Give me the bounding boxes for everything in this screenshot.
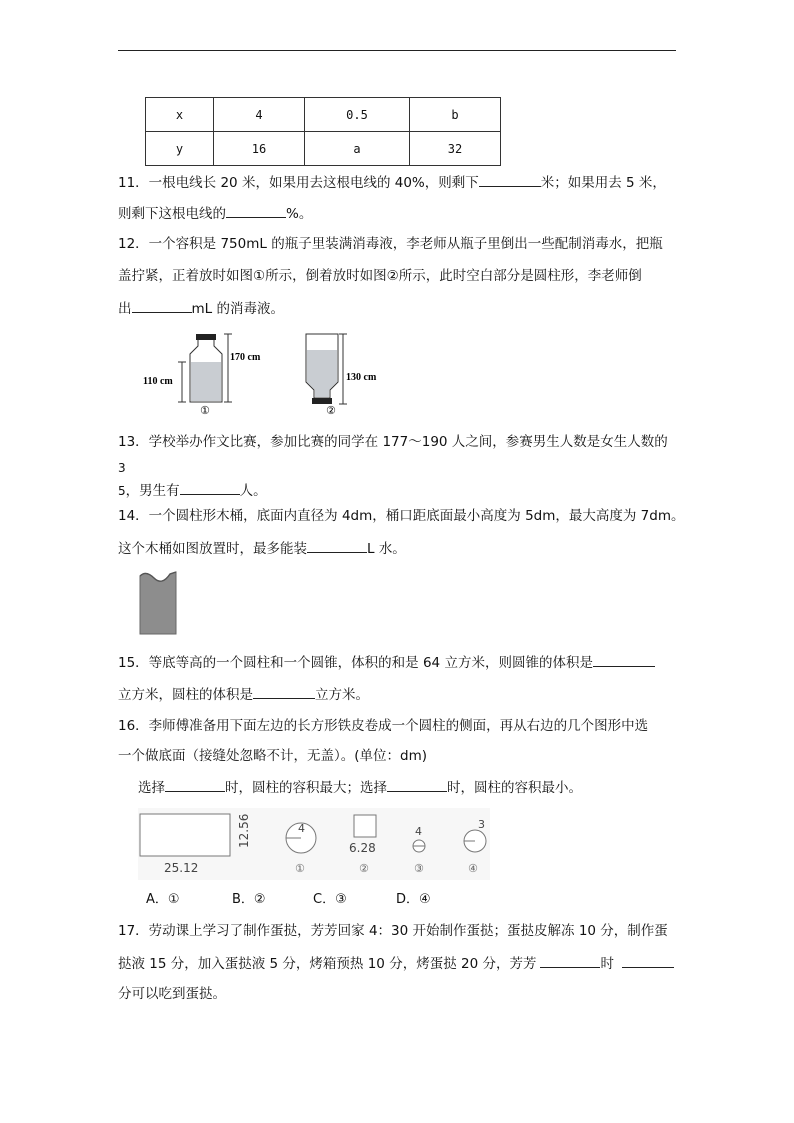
answer-blank[interactable] bbox=[307, 538, 367, 553]
fraction-numerator: 3 bbox=[118, 461, 126, 475]
table-cell: a bbox=[305, 132, 410, 166]
figure-number: ② bbox=[359, 862, 369, 875]
table-cell: y bbox=[146, 132, 214, 166]
table-cell: 16 bbox=[214, 132, 305, 166]
figure-number: ② bbox=[326, 404, 336, 417]
q17-line1: 17．劳动课上学习了制作蛋挞，芳芳回家 4：30 开始制作蛋挞；蛋挞皮解冻 10 分，制作蛋 bbox=[118, 923, 668, 939]
q11-text: %。 bbox=[286, 206, 313, 222]
q11-line1 bbox=[118, 172, 666, 193]
table-cell: 0.5 bbox=[305, 98, 410, 132]
answer-blank[interactable] bbox=[387, 777, 447, 792]
q13-line2 bbox=[118, 480, 267, 501]
q15-text: 立方米。 bbox=[315, 687, 369, 703]
rect-width-label: 25.12 bbox=[164, 861, 199, 875]
q17-line3: 分可以吃到蛋挞。 bbox=[118, 986, 226, 1002]
figure-number: ① bbox=[295, 862, 305, 875]
q15-line2 bbox=[118, 684, 369, 705]
answer-blank[interactable] bbox=[622, 953, 674, 968]
q16-line3 bbox=[138, 777, 582, 798]
answer-blank[interactable] bbox=[165, 777, 225, 792]
q16-text: 时，圆柱的容积最小。 bbox=[447, 780, 582, 796]
table-cell: b bbox=[410, 98, 501, 132]
figure-number: ③ bbox=[414, 862, 424, 875]
option-d[interactable]: D．④ bbox=[396, 892, 431, 907]
q11-text: 11．一根电线长 20 米，如果用去这根电线的 40%，则剩下 bbox=[118, 175, 479, 191]
option-a[interactable]: A．① bbox=[146, 892, 180, 907]
circle3-label: 4 bbox=[415, 825, 422, 838]
q14-line2 bbox=[118, 538, 406, 559]
answer-blank[interactable] bbox=[132, 298, 192, 313]
figure-number: ① bbox=[200, 404, 210, 417]
q17-text: 挞液 15 分，加入蛋挞液 5 分，烤箱预热 10 分，烤蛋挞 20 分，芳芳 bbox=[118, 956, 537, 972]
answer-blank[interactable] bbox=[180, 480, 240, 495]
bottle-figure bbox=[140, 330, 390, 418]
bottle-upright bbox=[143, 334, 261, 417]
answer-blank[interactable] bbox=[253, 684, 315, 699]
q16-text: 选择 bbox=[138, 780, 165, 796]
q17-line2 bbox=[118, 953, 674, 974]
q11-text: 则剩下这根电线的 bbox=[118, 206, 226, 222]
fraction-denominator: 5 bbox=[118, 484, 126, 498]
answer-blank[interactable] bbox=[479, 172, 541, 187]
circle1-label: 4 bbox=[298, 822, 305, 835]
answer-blank[interactable] bbox=[593, 652, 655, 667]
q17-text: 时 bbox=[600, 956, 614, 972]
q12-text: mL 的消毒液。 bbox=[191, 301, 284, 317]
xy-table bbox=[145, 97, 501, 166]
table-row bbox=[146, 98, 501, 132]
q14-line1: 14．一个圆柱形木桶，底面内直径为 4dm，桶口距底面最小高度为 5dm，最大高度为 7dm。 bbox=[118, 508, 685, 524]
rect-height-label: 12.56 bbox=[237, 813, 251, 848]
q12-line2: 盖拧紧，正着放时如图①所示，倒着放时如图②所示，此时空白部分是圆柱形，李老师倒 bbox=[118, 268, 642, 284]
q16-text: 时，圆柱的容积最大；选择 bbox=[225, 780, 387, 796]
label-110cm: 110 cm bbox=[143, 376, 173, 387]
bottle-inverted bbox=[306, 334, 377, 417]
q14-text: 这个木桶如图放置时，最多能装 bbox=[118, 541, 307, 557]
q16-line1: 16．李师傅准备用下面左边的长方形铁皮卷成一个圆柱的侧面，再从右边的几个图形中选 bbox=[118, 718, 649, 734]
table-cell: 4 bbox=[214, 98, 305, 132]
q12-text: 出 bbox=[118, 301, 132, 317]
q11-text: 米；如果用去 5 米， bbox=[540, 175, 666, 191]
circle4-label: 3 bbox=[478, 818, 485, 831]
q13-text: 人。 bbox=[239, 483, 267, 499]
label-170cm: 170 cm bbox=[230, 352, 261, 363]
table-row bbox=[146, 132, 501, 166]
q13-line1: 13．学校举办作文比赛，参加比赛的同学在 177～190 人之间，参赛男生人数是女生人数的 bbox=[118, 434, 668, 450]
q14-text: L 水。 bbox=[367, 541, 406, 557]
header-rule bbox=[118, 50, 676, 51]
q15-text: 立方米，圆柱的体积是 bbox=[118, 687, 253, 703]
table-cell: x bbox=[146, 98, 214, 132]
label-130cm: 130 cm bbox=[346, 372, 377, 383]
option-b[interactable]: B．② bbox=[232, 892, 266, 907]
answer-blank[interactable] bbox=[226, 203, 286, 218]
square-label: 6.28 bbox=[349, 841, 376, 855]
q13-text: ，男生有 bbox=[125, 483, 180, 499]
answer-blank[interactable] bbox=[540, 953, 600, 968]
table-cell: 32 bbox=[410, 132, 501, 166]
q12-line1: 12．一个容积是 750mL 的瓶子里装满消毒液，李老师从瓶子里倒出一些配制消毒水，把瓶 bbox=[118, 236, 663, 252]
q15-text: 15．等底等高的一个圆柱和一个圆锥，体积的和是 64 立方米，则圆锥的体积是 bbox=[118, 655, 593, 671]
q16-line2: 一个做底面（接缝处忽略不计，无盖）。(单位：dm) bbox=[118, 748, 428, 764]
q12-line3 bbox=[118, 298, 284, 319]
option-c[interactable]: C．③ bbox=[313, 892, 347, 907]
q15-line1 bbox=[118, 652, 655, 673]
bucket-figure bbox=[136, 568, 182, 638]
figure-number: ④ bbox=[468, 862, 478, 875]
q11-line2 bbox=[118, 203, 312, 224]
shapes-figure bbox=[138, 808, 490, 880]
